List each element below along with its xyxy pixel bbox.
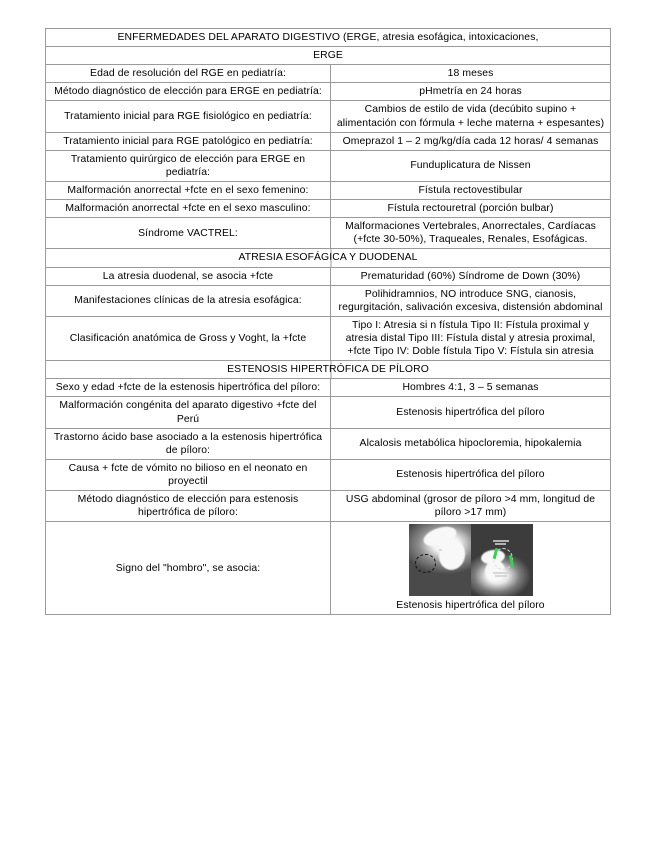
term-cell: Manifestaciones clínicas de la atresia esofágica: (46, 285, 331, 316)
value-cell: Fístula rectovestibular (331, 181, 611, 199)
value-cell: Estenosis hipertrófica del píloro (331, 459, 611, 490)
annotation-text-mark (495, 575, 507, 577)
value-cell: Alcalosis metabólica hipocloremia, hipokalemia (331, 428, 611, 459)
term-cell: Trastorno ácido base asociado a la estenosis hipertrófica de píloro: (46, 428, 331, 459)
term-cell: Tratamiento inicial para RGE fisiológico en pediatría: (46, 101, 331, 132)
section-banner-row (46, 47, 611, 65)
annotation-text-mark (493, 572, 510, 574)
table-row (46, 150, 611, 181)
table-row (46, 285, 611, 316)
value-cell: Fístula rectouretral (porción bulbar) (331, 200, 611, 218)
clinical-notes-table (45, 28, 611, 615)
table-row (46, 267, 611, 285)
section-banner-erge: ERGE (46, 47, 611, 65)
table-body (46, 29, 611, 615)
table-row (46, 181, 611, 199)
value-cell: Funduplicatura de Nissen (331, 150, 611, 181)
annotation-text-mark (495, 543, 506, 545)
value-cell: Estenosis hipertrófica del píloro (331, 397, 611, 428)
term-cell: Sexo y edad +fcte de la estenosis hipertrófica del píloro: (46, 379, 331, 397)
value-cell: Malformaciones Vertebrales, Anorrectales, Cardíacas (+fcte 30-50%), Traqueales, Renales, Esofágicas. (331, 218, 611, 249)
table-row (46, 379, 611, 397)
term-cell: Tratamiento inicial para RGE patológico en pediatría: (46, 132, 331, 150)
term-cell: Método diagnóstico de elección para estenosis hipertrófica de píloro: (46, 491, 331, 522)
annotation-text-mark (493, 540, 509, 542)
value-cell: pHmetría en 24 horas (331, 83, 611, 101)
table-row (46, 459, 611, 490)
term-cell: Clasificación anatómica de Gross y Voght, la +fcte (46, 316, 331, 360)
table-row (46, 316, 611, 360)
value-cell: Prematuridad (60%) Síndrome de Down (30%) (331, 267, 611, 285)
term-cell: Malformación anorrectal +fcte en el sexo femenino: (46, 181, 331, 199)
table-row-figure (46, 522, 611, 615)
term-cell: Malformación congénita del aparato digestivo +fcte del Perú (46, 397, 331, 428)
term-cell: Causa + fcte de vómito no bilioso en el neonato en proyectil (46, 459, 331, 490)
table-row (46, 428, 611, 459)
term-cell: La atresia duodenal, se asocia +fcte (46, 267, 331, 285)
radiograph-panel-left (409, 524, 471, 596)
table-row (46, 65, 611, 83)
value-cell: Tipo I: Atresia si n fístula Tipo II: Fístula proximal y atresia distal Tipo III: Fístula distal y atresia proximal, +fcte Tipo IV: Doble fístula Tipo V: Fístula sin atresia (331, 316, 611, 360)
table-row (46, 491, 611, 522)
barium-radiograph-image (409, 524, 533, 596)
annotation-circle-icon (415, 554, 436, 573)
value-cell-figure (331, 522, 611, 615)
table-row (46, 101, 611, 132)
value-cell: Omeprazol 1 – 2 mg/kg/día cada 12 horas/ 4 semanas (331, 132, 611, 150)
term-cell: Síndrome VACTREL: (46, 218, 331, 249)
table-row (46, 397, 611, 428)
term-cell: Malformación anorrectal +fcte en el sexo masculino: (46, 200, 331, 218)
section-banner-row (46, 361, 611, 379)
section-banner-row (46, 249, 611, 267)
figure-caption: Estenosis hipertrófica del píloro (396, 600, 545, 612)
value-cell: Hombres 4:1, 3 – 5 semanas (331, 379, 611, 397)
section-banner-estenosis: ESTENOSIS HIPERTRÓFICA DE PÍLORO (46, 361, 611, 379)
value-cell: 18 meses (331, 65, 611, 83)
value-cell: Cambios de estilo de vida (decúbito supino + alimentación con fórmula + leche materna + espesantes) (331, 101, 611, 132)
term-cell: Método diagnóstico de elección para ERGE en pediatría: (46, 83, 331, 101)
document-title-row (46, 29, 611, 47)
section-banner-atresia: ATRESIA ESOFÁGICA Y DUODENAL (46, 249, 611, 267)
table-row (46, 218, 611, 249)
annotation-text-mark (439, 549, 442, 551)
figure-wrapper (335, 524, 606, 612)
table-row (46, 83, 611, 101)
page-title: ENFERMEDADES DEL APARATO DIGESTIVO (ERGE, atresia esofágica, intoxicaciones, (46, 29, 611, 47)
term-cell: Edad de resolución del RGE en pediatría: (46, 65, 331, 83)
value-cell: USG abdominal (grosor de píloro >4 mm, longitud de píloro >17 mm) (331, 491, 611, 522)
term-cell: Tratamiento quirúrgico de elección para ERGE en pediatría: (46, 150, 331, 181)
term-cell: Signo del "hombro", se asocia: (46, 522, 331, 615)
value-cell: Polihidramnios, NO introduce SNG, cianosis, regurgitación, salivación excesiva, distensión abdominal (331, 285, 611, 316)
table-row (46, 200, 611, 218)
table-row (46, 132, 611, 150)
